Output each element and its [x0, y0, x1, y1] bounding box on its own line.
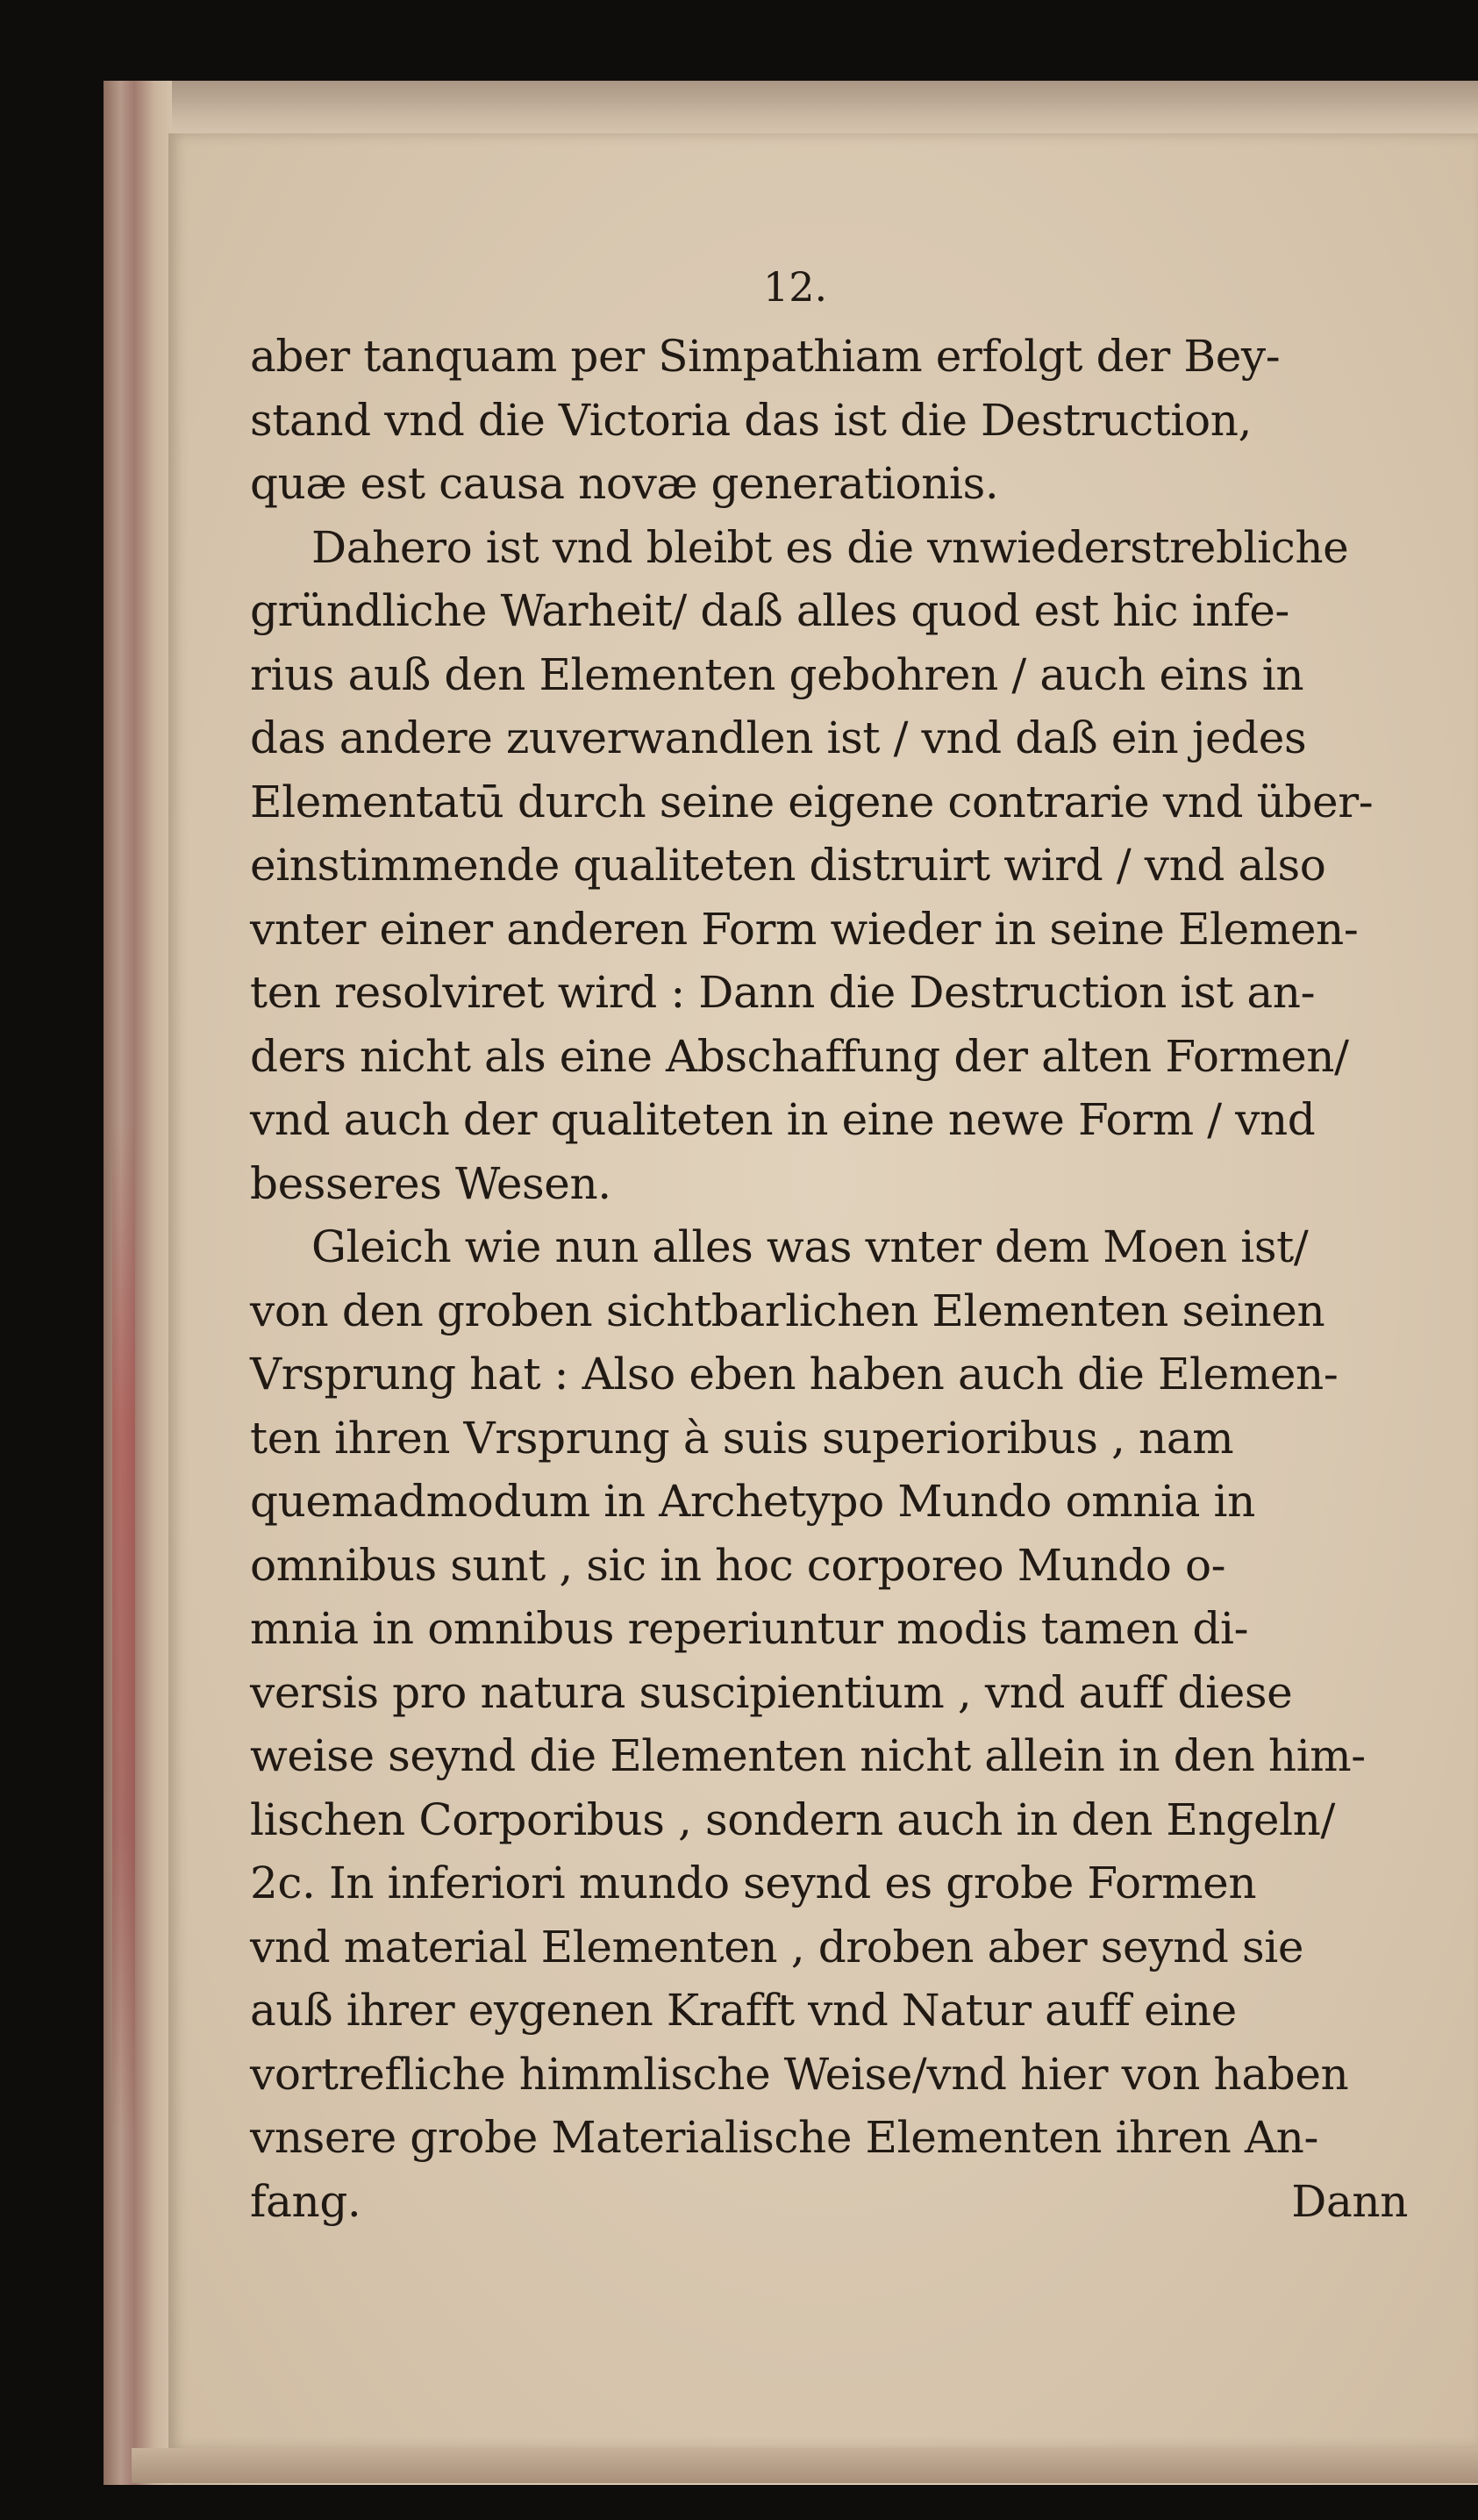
text-line: besseres Wesen. [250, 1157, 611, 1209]
text-line: ten ihren Vrsprung à suis superioribus , nam [250, 1412, 1234, 1464]
page-number: 12. [763, 263, 828, 311]
text-line: lischen Corporibus , sondern auch in den Engeln/ [250, 1793, 1335, 1845]
text-line: einstimmende qualiteten distruirt wird / vnd also [250, 840, 1326, 891]
text-line: vnsere grobe Materialische Elementen ihren An- [250, 2112, 1318, 2163]
text-line: rius auß den Elementen gebohren / auch eins in [250, 648, 1304, 700]
text-line: stand vnd die Victoria das ist die Destruction, [250, 394, 1253, 446]
text-line: auß ihrer eygenen Krafft vnd Natur auff eine [250, 1985, 1237, 2036]
page-edges-bottom [132, 2448, 1478, 2483]
text-line: quemadmodum in Archetypo Mundo omnia in [250, 1476, 1255, 1527]
text-line: das andere zuverwandlen ist / vnd daß ein jedes [250, 712, 1307, 763]
text-line: von den groben sichtbarlichen Elementen seinen [250, 1285, 1325, 1336]
text-line: mnia in omnibus reperiuntur modis tamen di- [250, 1603, 1249, 1654]
text-line: Vrsprung hat : Also eben haben auch die Elemen- [250, 1349, 1339, 1400]
text-line: Dahero ist vnd bleibt es die vnwiederstrebliche [311, 521, 1349, 573]
body-text [250, 325, 1408, 2233]
last-line-text: fang. [250, 2175, 361, 2227]
text-line: quæ est causa novæ generationis. [250, 458, 999, 509]
text-line: ten resolviret wird : Dann die Destruction ist an- [250, 967, 1316, 1018]
text-line: Gleich wie nun alles was vnter dem Moen ist/ [311, 1221, 1309, 1272]
text-line: versis pro natura suscipientium , vnd auff diese [250, 1666, 1293, 1718]
text-line: 2c. In inferiori mundo seynd es grobe Formen [250, 1858, 1257, 1908]
text-line: vnd material Elementen , droben aber seynd sie [250, 1921, 1304, 1972]
text-line: gründliche Warheit/ daß alles quod est hic infe- [250, 585, 1289, 636]
text-line: vortrefliche himmlische Weise/vnd hier von haben [250, 2048, 1349, 2100]
text-line: weise seynd die Elementen nicht allein in den him- [250, 1730, 1366, 1781]
catchword: Dann [1291, 2175, 1408, 2227]
text-line: aber tanquam per Simpathiam erfolgt der Bey- [250, 331, 1281, 382]
red-edge-stain [112, 1123, 135, 2132]
text-line: Elementatū durch seine eigene contrarie vnd über- [250, 776, 1374, 827]
text-line: vnter einer anderen Form wieder in seine Elemen- [250, 903, 1359, 955]
text-line: vnd auch der qualiteten in eine newe Form / vnd [250, 1094, 1316, 1145]
last-line [250, 2170, 1408, 2234]
text-line: ders nicht als eine Abschaffung der alten Formen/ [250, 1030, 1349, 1082]
text-line: omnibus sunt , sic in hoc corporeo Mundo o- [250, 1539, 1226, 1591]
